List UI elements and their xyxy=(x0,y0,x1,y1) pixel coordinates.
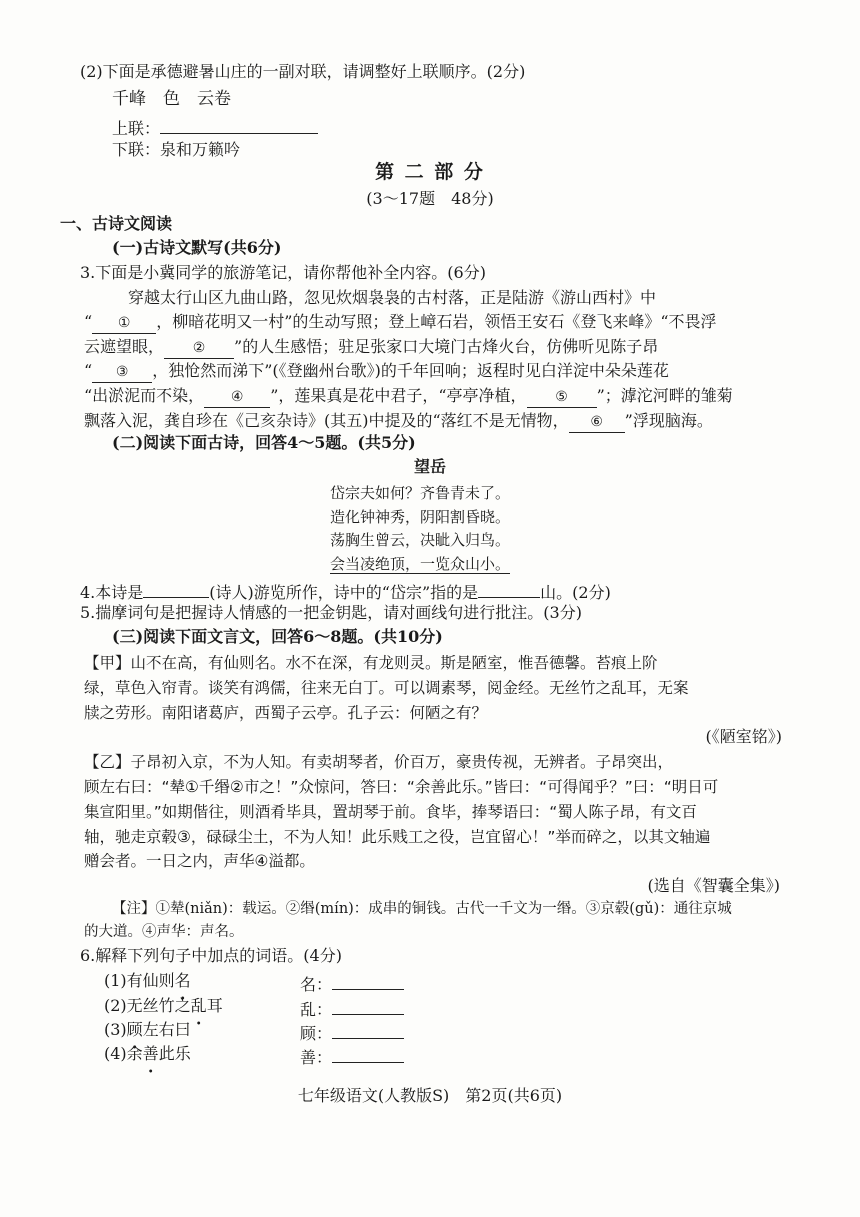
q6-text: (1)有仙则 xyxy=(104,971,175,990)
section1-heading: 一、古诗文阅读 xyxy=(60,214,173,233)
q2-upper-label: 上联： xyxy=(112,119,161,138)
yi-source: (选自《智囊全集》) xyxy=(647,876,780,895)
q3-text: ，独怆然而涕下”(《登幽州台歌》)的千年回响；返程时见白洋淀中朵朵莲花 xyxy=(152,361,669,380)
annotation-line2: 的大道。④声华：声名。 xyxy=(84,924,244,940)
q6-answer-label: 善： xyxy=(300,1048,333,1067)
q3-text: ，柳暗花明又一村”的生动写照；登上嶂石岩，领悟王安石《登飞来峰》“不畏浮 xyxy=(156,312,717,331)
subsection1-heading: (一)古诗文默写(共6分) xyxy=(112,238,282,257)
yi-line: 赠会者。一日之内，声华④溢都。 xyxy=(84,852,315,870)
q3-blank-2[interactable]: ② xyxy=(164,338,234,359)
q3-text: “出淤泥而不染， xyxy=(84,386,205,405)
q4-blank-mountain[interactable] xyxy=(478,577,540,598)
q6-answer-label: 乱： xyxy=(300,1000,333,1019)
q3-text: ”，莲果真是花中君子，“亭亭净植， xyxy=(270,386,527,405)
q5: 5.揣摩词句是把握诗人情感的一把金钥匙，请对画线句进行批注。(3分) xyxy=(80,603,582,622)
q6-text: (2)无丝竹之 xyxy=(104,996,191,1015)
q2-upper-blank[interactable] xyxy=(160,113,318,134)
q6-answer-4 xyxy=(300,1042,404,1070)
q2-words: 千峰 色 云卷 xyxy=(112,89,231,109)
yi-line: 【乙】子昂初入京，不为人知。有卖胡琴者，价百万，豪贵传视，无辨者。子昂突出， xyxy=(84,753,674,771)
q3-stem: 3.下面是小冀同学的旅游笔记，请你帮他补全内容。(6分) xyxy=(80,263,486,282)
jia-line: 牍之劳形。南阳诸葛庐，西蜀子云亭。孔子云：何陋之有？ xyxy=(84,704,488,722)
q3-blank-4[interactable]: ④ xyxy=(204,387,270,408)
q6-answer-1 xyxy=(300,969,404,997)
q6-text: 左右曰 xyxy=(142,1020,191,1039)
yi-line: 顾左右曰：“辇①千缗②市之！”众惊问，答曰：“余善此乐。”皆曰：“可得闻乎？”曰：“明日可 xyxy=(84,778,719,796)
q3-text: 云遮望眼， xyxy=(84,337,165,356)
underlined-verse: 会当凌绝顶，一览众山小。 xyxy=(330,555,511,573)
q6-text: (3) xyxy=(104,1020,127,1039)
q3-blank-5[interactable]: ⑤ xyxy=(527,387,597,408)
subsection2-heading: (二)阅读下面古诗，回答4～5题。(共5分) xyxy=(112,433,416,452)
q3-line4 xyxy=(84,359,669,383)
q3-text: ”；滹沱河畔的雏菊 xyxy=(596,386,733,405)
page-footer: 七年级语文(人教版S) 第2页(共6页) xyxy=(297,1086,563,1105)
annotation-line1: 【注】①辇(niǎn)：载运。②缗(mín)：成串的铜钱。古代一千文为一缗。③京毂(gǔ)：通往京城 xyxy=(112,901,732,917)
jia-line: 绿，草色入帘青。谈笑有鸿儒，往来无白丁。可以调素琴，阅金经。无丝竹之乱耳，无案 xyxy=(84,679,689,697)
q6-stem: 6.解释下列句子中加点的词语。(4分) xyxy=(80,946,342,965)
q3-line3 xyxy=(84,335,658,359)
q3-blank-3[interactable]: ③ xyxy=(92,362,152,383)
part2-title: 第 二 部 分 xyxy=(375,161,485,183)
poem-line: 造化钟神秀，阴阳割昏晓。 xyxy=(330,508,511,526)
dotted-word: 名 xyxy=(174,971,191,990)
dotted-word: 善 xyxy=(142,1044,159,1063)
dotted-word: 顾 xyxy=(126,1020,143,1039)
part2-subtitle: (3～17题 48分) xyxy=(366,189,494,208)
jia-line: 【甲】山不在高，有仙则名。水不在深，有龙则灵。斯是陋室，惟吾德馨。苔痕上阶 xyxy=(84,654,658,672)
q3-line1: 穿越太行山区九曲山路，忽见炊烟袅袅的古村落，正是陆游《游山西村》中 xyxy=(128,288,657,307)
q6-text: (4)余 xyxy=(104,1044,143,1063)
q6-item-2 xyxy=(104,994,223,1018)
q4-text: 山。(2分) xyxy=(540,583,611,602)
jia-source: (《陋室铭》) xyxy=(705,727,782,746)
q6-item-1 xyxy=(104,969,191,993)
dotted-word: 乱 xyxy=(190,996,207,1015)
q3-line6 xyxy=(84,409,713,433)
q3-blank-6[interactable]: ⑥ xyxy=(569,412,625,433)
yi-line: 集宣阳里。”如期偕往，则酒肴毕具，置胡琴于前。食毕，捧琴语曰：“蜀人陈子昂，有文百 xyxy=(84,803,697,821)
q4-blank-poet[interactable] xyxy=(143,577,209,598)
poem-line: 岱宗夫如何？齐鲁青未了。 xyxy=(330,484,511,502)
q4-text: 4.本诗是 xyxy=(80,583,144,602)
q2-lower: 下联：泉和万籁吟 xyxy=(112,140,241,159)
q3-text: ”浮现脑海。 xyxy=(624,411,713,430)
q6-answer-label: 名： xyxy=(300,975,333,994)
yi-line: 轴，驰走京毂③，碌碌尘土，不为人知！此乐贱工之役，岂宜留心！”举而碎之，以其文轴遍 xyxy=(84,828,711,846)
q6-answer-blank[interactable] xyxy=(332,969,404,990)
q4-text: (诗人)游览所作，诗中的“岱宗”指的是 xyxy=(209,583,479,602)
q6-item-3 xyxy=(104,1018,191,1042)
q6-answer-blank[interactable] xyxy=(332,994,404,1015)
q3-line2 xyxy=(84,310,717,334)
subsection3-heading: (三)阅读下面文言文，回答6～8题。(共10分) xyxy=(112,627,443,646)
q6-text: 耳 xyxy=(206,996,223,1015)
q3-blank-1[interactable]: ① xyxy=(92,313,156,334)
q6-item-4 xyxy=(104,1042,191,1066)
q3-line5 xyxy=(84,384,733,408)
q3-text: “ xyxy=(84,312,93,331)
q6-answer-blank[interactable] xyxy=(332,1018,404,1039)
q2-stem: (2)下面是承德避暑山庄的一副对联，请调整好上联顺序。(2分) xyxy=(80,62,526,81)
q6-answer-blank[interactable] xyxy=(332,1042,404,1063)
q6-answer-label: 顾： xyxy=(300,1024,333,1043)
poem-line-underlined xyxy=(330,552,510,576)
q6-text: 此乐 xyxy=(158,1044,191,1063)
q2-upper xyxy=(112,113,318,141)
q3-text: “ xyxy=(84,361,93,380)
q3-text: 飘落入泥，龚自珍在《己亥杂诗》(其五)中提及的“落红不是无情物， xyxy=(84,411,569,430)
poem-title: 望岳 xyxy=(413,457,446,476)
poem-line: 荡胸生曾云，决眦入归鸟。 xyxy=(330,531,511,549)
q3-text: ”的人生感悟；驻足张家口大境门古烽火台，仿佛听见陈子昂 xyxy=(234,337,659,356)
